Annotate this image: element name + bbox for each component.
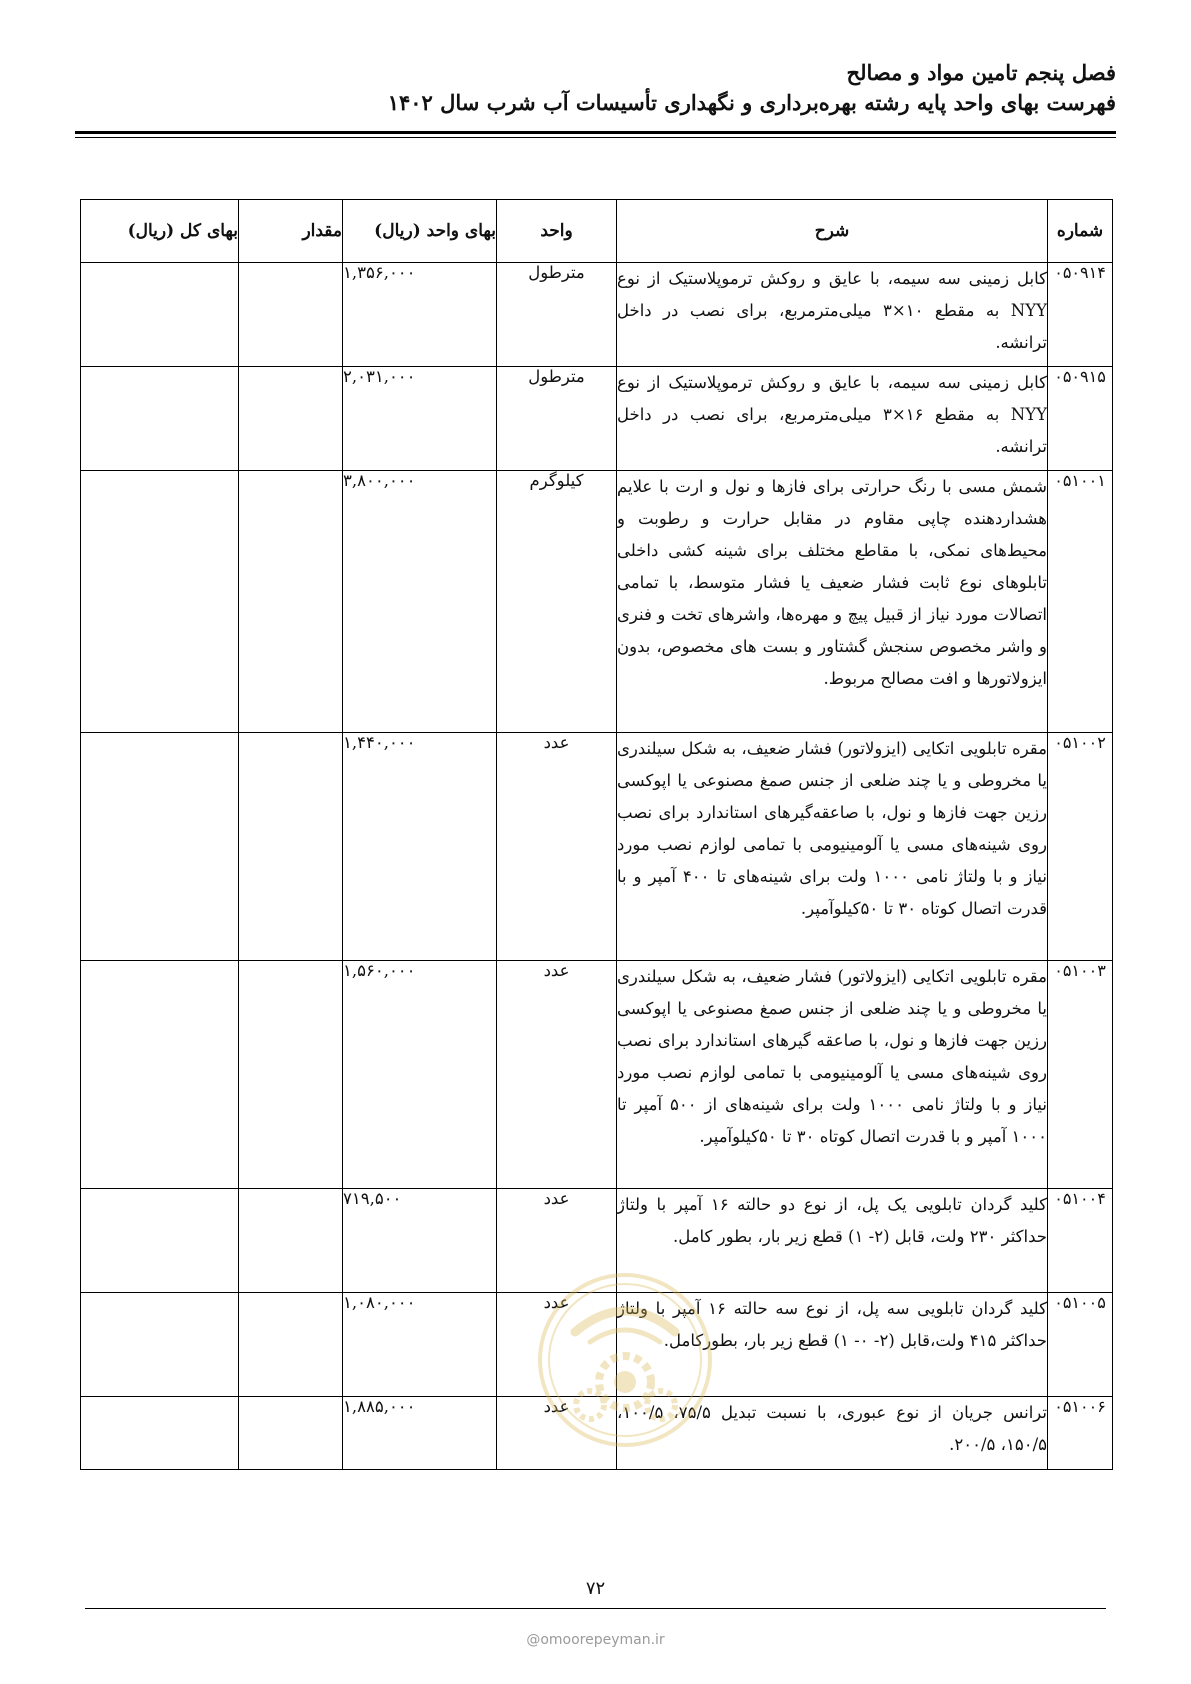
chapter-title: فصل پنجم تامین مواد و مصالح xyxy=(846,60,1116,85)
item-description: مقره تابلویی اتکایی (ایزولاتور) فشار ضعیف، به شکل سیلندری یا مخروطی و یا چند ضلعی از جنس صمغ مصنوعی یا اپوکسی رزین جهت فازها و نول، با صاعقه‌گیرهای استاندارد برای نصب روی شینه‌های مسی یا آلومینیومی با تمامی لوازم نصب مورد نیاز و با ولتاژ نامی ۱۰۰۰ ولت برای شینه‌های تا ۴۰۰ آمپر و با قدرت اتصال کوتاه ۳۰ تا ۵۰کیلوآمپر. xyxy=(617,733,1048,961)
item-unit: عدد xyxy=(497,1397,617,1470)
item-unit: مترطول xyxy=(497,263,617,367)
header-unit-price: بهای واحد (ریال) xyxy=(343,200,497,263)
item-unit: مترطول xyxy=(497,367,617,471)
item-code: ۰۵۱۰۰۲ xyxy=(1048,733,1113,961)
item-unit-price: ۷۱۹,۵۰۰ xyxy=(343,1189,497,1293)
item-total xyxy=(81,1293,239,1397)
table-row xyxy=(81,263,1113,367)
table-row xyxy=(81,471,1113,733)
item-quantity xyxy=(239,1189,343,1293)
page-number: ۷۲ xyxy=(585,1578,606,1599)
item-quantity xyxy=(239,471,343,733)
item-total xyxy=(81,471,239,733)
item-description: کلید گردان تابلویی یک پل، از نوع دو حالته ۱۶ آمپر با ولتاژ حداکثر ۲۳۰ ولت، قابل (۲- ۱) قطع زیر بار، بطور کامل. xyxy=(617,1189,1048,1293)
table-row xyxy=(81,961,1113,1189)
table-header-row xyxy=(81,200,1113,263)
header-quantity: مقدار xyxy=(239,200,343,263)
item-total xyxy=(81,733,239,961)
header-code: شماره xyxy=(1048,200,1113,263)
item-quantity xyxy=(239,1293,343,1397)
item-unit-price: ۳,۸۰۰,۰۰۰ xyxy=(343,471,497,733)
item-code: ۰۵۰۹۱۵ xyxy=(1048,367,1113,471)
page-header xyxy=(388,58,1116,118)
table-row xyxy=(81,1189,1113,1293)
item-unit-price: ۱,۰۸۰,۰۰۰ xyxy=(343,1293,497,1397)
item-unit: کیلوگرم xyxy=(497,471,617,733)
item-quantity xyxy=(239,733,343,961)
item-quantity xyxy=(239,1397,343,1470)
item-quantity xyxy=(239,263,343,367)
item-quantity xyxy=(239,961,343,1189)
item-description: مقره تابلویی اتکایی (ایزولاتور) فشار ضعیف، به شکل سیلندری یا مخروطی و یا چند ضلعی از جنس صمغ مصنوعی یا اپوکسی رزین جهت فازها و نول، با صاعقه گیرهای استاندارد برای نصب روی شینه‌های مسی یا آلومینیومی با تمامی لوازم نصب مورد نیاز و با ولتاژ نامی ۱۰۰۰ ولت برای شینه‌های از ۵۰۰ آمپر تا ۱۰۰۰ آمپر و با قدرت اتصال کوتاه ۳۰ تا ۵۰کیلوآمپر. xyxy=(617,961,1048,1189)
item-unit: عدد xyxy=(497,733,617,961)
header-rule-thin xyxy=(75,137,1116,138)
table-row xyxy=(81,367,1113,471)
site-watermark: @omoorepeyman.ir xyxy=(526,1632,665,1648)
item-unit: عدد xyxy=(497,1293,617,1397)
table-row xyxy=(81,1397,1113,1470)
item-unit-price: ۱,۵۶۰,۰۰۰ xyxy=(343,961,497,1189)
item-code: ۰۵۱۰۰۱ xyxy=(1048,471,1113,733)
item-code: ۰۵۰۹۱۴ xyxy=(1048,263,1113,367)
header-description: شرح xyxy=(617,200,1048,263)
price-list-table xyxy=(80,199,1113,1470)
table-row xyxy=(81,733,1113,961)
item-total xyxy=(81,263,239,367)
item-unit-price: ۲,۰۳۱,۰۰۰ xyxy=(343,367,497,471)
item-total xyxy=(81,1189,239,1293)
item-description: ترانس جریان از نوع عبوری، با نسبت تبدیل ۷۵/۵، ۱۰۰/۵، ۱۵۰/۵، ۲۰۰/۵. xyxy=(617,1397,1048,1470)
document-subtitle: فهرست بهای واحد پایه رشته بهره‌برداری و نگهداری تأسیسات آب شرب سال ۱۴۰۲ xyxy=(387,90,1116,115)
table-row xyxy=(81,1293,1113,1397)
item-description: کابل زمینی سه سیمه، با عایق و روکش ترموپلاستیک از نوع NYY به مقطع ۱۰×۳ میلی‌مترمربع، برای نصب در داخل ترانشه. xyxy=(617,263,1048,367)
header-unit: واحد xyxy=(497,200,617,263)
item-total xyxy=(81,367,239,471)
item-code: ۰۵۱۰۰۴ xyxy=(1048,1189,1113,1293)
item-unit-price: ۱,۸۸۵,۰۰۰ xyxy=(343,1397,497,1470)
header-rule-thick xyxy=(75,131,1116,134)
item-unit-price: ۱,۳۵۶,۰۰۰ xyxy=(343,263,497,367)
item-total xyxy=(81,961,239,1189)
item-code: ۰۵۱۰۰۶ xyxy=(1048,1397,1113,1470)
item-unit: عدد xyxy=(497,961,617,1189)
item-description: کلید گردان تابلویی سه پل، از نوع سه حالته ۱۶ آمپر با ولتاژ حداکثر ۴۱۵ ولت،قابل (۲- ۰- ۱) قطع زیر بار، بطورکامل. xyxy=(617,1293,1048,1397)
item-description: شمش مسی با رنگ حرارتی برای فازها و نول و ارت با علایم هشداردهنده چاپی مقاوم در مقابل حرارت و رطوبت و محیط‌های نمکی، با مقاطع مختلف برای شینه کشی داخلی تابلوهای نوع ثابت فشار ضعیف یا فشار متوسط، با تمامی اتصالات مورد نیاز از قبیل پیچ و مهره‌ها، واشرهای تخت و فنری و واشر مخصوص سنجش گشتاور و بست های مخصوص، بدون ایزولاتورها و افت مصالح مربوط. xyxy=(617,471,1048,733)
item-description: کابل زمینی سه سیمه، با عایق و روکش ترموپلاستیک از نوع NYY به مقطع ۱۶×۳ میلی‌مترمربع، برای نصب در داخل ترانشه. xyxy=(617,367,1048,471)
item-code: ۰۵۱۰۰۳ xyxy=(1048,961,1113,1189)
item-total xyxy=(81,1397,239,1470)
footer-rule xyxy=(85,1608,1106,1609)
item-quantity xyxy=(239,367,343,471)
item-unit-price: ۱,۴۴۰,۰۰۰ xyxy=(343,733,497,961)
item-unit: عدد xyxy=(497,1189,617,1293)
header-total-price: بهای کل (ریال) xyxy=(81,200,239,263)
item-code: ۰۵۱۰۰۵ xyxy=(1048,1293,1113,1397)
